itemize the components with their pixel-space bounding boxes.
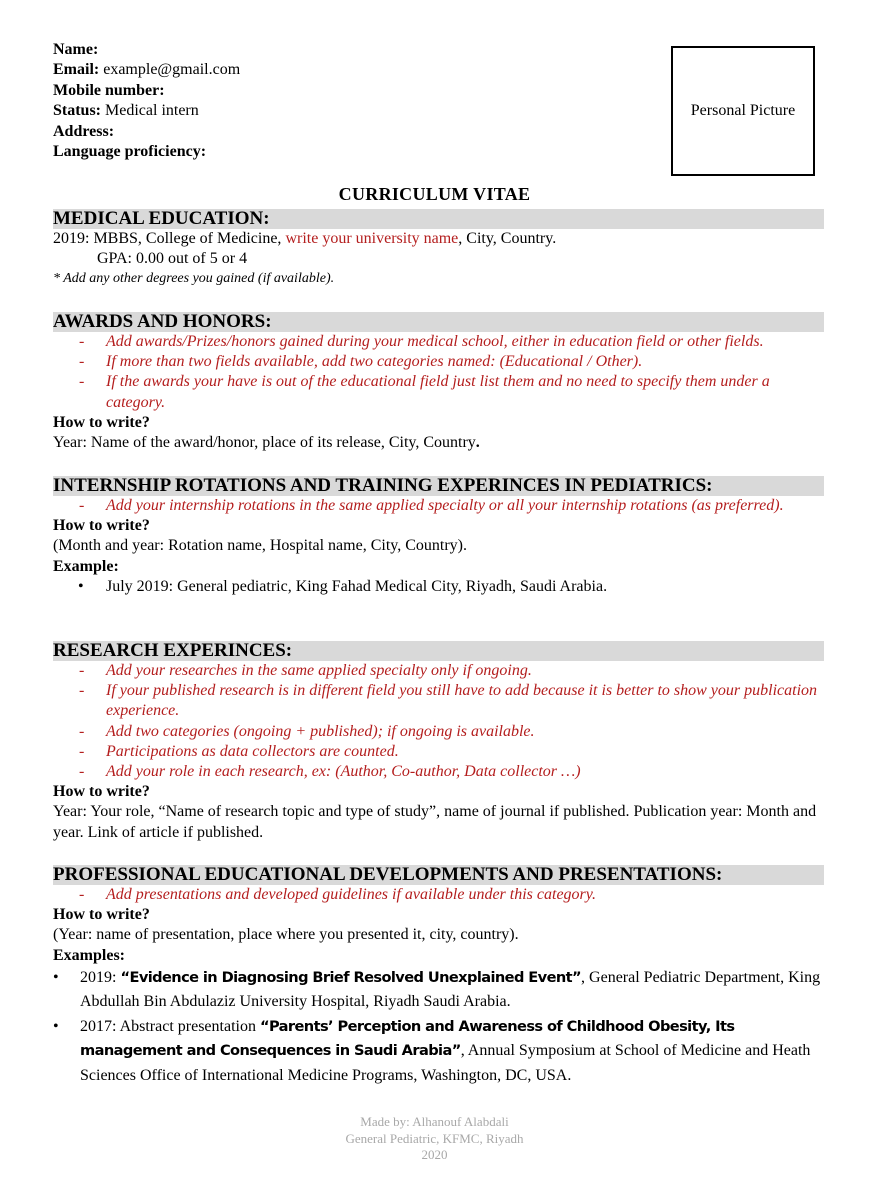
how-to-write-label: How to write? <box>53 906 150 924</box>
tip-item: - Add awards/Prizes/honors gained during your medical school, either in education field or other fields. <box>79 333 764 350</box>
footer <box>0 1114 869 1164</box>
language-label: Language proficiency: <box>53 143 207 161</box>
tip-item: - If the awards your have is out of the educational field just list them and no need to specify them under a category. <box>79 373 770 411</box>
tips-list <box>53 496 824 516</box>
education-entry <box>53 229 824 249</box>
example-item: • 2019: “Evidence in Diagnosing Brief Resolved Unexplained Event”, General Pediatric Department, King Abdullah Bin Abdulaziz University Hospital, Riyadh Saudi Arabia. <box>53 968 821 1011</box>
section-title: PROFESSIONAL EDUCATIONAL DEVELOPMENTS AND PRESENTATIONS: <box>53 865 824 885</box>
tip-text: Add your internship rotations in the same applied specialty or all your internship rotations (as preferred). <box>106 497 784 514</box>
section-medical-education <box>53 209 824 290</box>
status-value: Medical intern <box>101 102 199 120</box>
how-to-write-text: Year: Your role, “Name of research topic and type of study”, name of journal if published. Publication year: Month and year. Link of article if published. <box>53 803 817 841</box>
example-year: 2017: Abstract presentation <box>80 1017 260 1035</box>
tip-text: Add two categories (ongoing + published); if ongoing is available. <box>106 722 535 740</box>
gpa: GPA: 0.00 out of 5 or 4 <box>97 250 248 268</box>
mobile-label: Mobile number: <box>53 81 165 99</box>
example-item: • July 2019: General pediatric, King Fahad Medical City, Riyadh, Saudi Arabia. <box>78 577 608 595</box>
how-to-write-label: How to write? <box>53 413 150 431</box>
personal-picture-label: Personal Picture <box>690 102 796 119</box>
examples-label: Examples: <box>53 946 125 964</box>
tip-item: - Add your role in each research, ex: (Author, Co-author, Data collector …) <box>79 763 581 781</box>
education-location: , City, Country. <box>458 230 557 247</box>
examples-list <box>53 966 824 1089</box>
example-venue: , Annual Symposium at School of Medicine and Heath Sciences Office of International Medicine Programs, Washington, DC, USA. <box>80 1042 811 1084</box>
tip-item: - If your published research is in different field you still have to add because it is better to show your publication experience. <box>79 682 818 720</box>
personal-picture-box <box>671 46 815 176</box>
example-label: Example: <box>53 557 119 575</box>
tips-list <box>53 661 824 782</box>
footer-author: Made by: Alhanouf Alabdali <box>360 1114 509 1129</box>
how-text: Year: Name of the award/honor, place of its release, City, Country <box>53 434 476 452</box>
section-title: MEDICAL EDUCATION: <box>53 209 824 229</box>
tip-text: If the awards your have is out of the educational field just list them and no need to specify them under a category. <box>106 373 770 411</box>
how-end: . <box>475 434 480 452</box>
examples-list <box>53 577 824 597</box>
section-title: RESEARCH EXPERINCES: <box>53 641 824 661</box>
email-label: Email: <box>53 61 100 79</box>
how-to-write-label: How to write? <box>53 783 150 801</box>
example-venue: , General Pediatric Department, King Abdullah Bin Abdulaziz University Hospital, Riyadh Saudi Arabia. <box>80 968 821 1011</box>
example-text: July 2019: General pediatric, King Fahad Medical City, Riyadh, Saudi Arabia. <box>106 577 608 595</box>
tip-item: - Add your internship rotations in the same applied specialty or all your internship rotations (as preferred). <box>79 497 784 514</box>
university-placeholder: write your university name <box>285 230 459 247</box>
section-professional <box>53 865 824 1088</box>
tip-text: Add presentations and developed guidelines if available under this category. <box>106 886 596 903</box>
section-title: AWARDS AND HONORS: <box>53 312 824 332</box>
tip-text: Participations as data collectors are counted. <box>106 742 399 760</box>
how-to-write-label: How to write? <box>53 517 150 535</box>
tip-item: - Add two categories (ongoing + published); if ongoing is available. <box>79 722 535 740</box>
email-value: example@gmail.com <box>99 61 241 79</box>
section-title: INTERNSHIP ROTATIONS AND TRAINING EXPERINCES IN PEDIATRICS: <box>53 476 824 496</box>
section-awards <box>53 312 824 453</box>
tip-text: If your published research is in different field you still have to add because it is better to show your publication experience. <box>106 682 818 720</box>
document-title: CURRICULUM VITAE <box>338 184 531 204</box>
name-row <box>53 40 240 60</box>
footer-year: 2020 <box>421 1147 448 1162</box>
presentation-title: “Parents’ Perception and Awareness of Childhood Obesity, Its management and Consequences in Saudi Arabia” <box>80 1017 735 1060</box>
education-text: 2019: MBBS, College of Medicine, <box>53 230 286 247</box>
footer-affiliation: General Pediatric, KFMC, Riyadh <box>345 1130 524 1146</box>
language-row <box>53 142 240 162</box>
mobile-row <box>53 81 240 101</box>
tips-list <box>53 332 824 413</box>
address-row <box>53 122 240 142</box>
name-label: Name: <box>53 41 99 58</box>
status-label: Status: <box>53 102 102 120</box>
section-internship <box>53 476 824 597</box>
tip-text: If more than two fields available, add two categories named: (Educational / Other). <box>106 353 643 371</box>
example-item: • 2017: Abstract presentation “Parents’ Perception and Awareness of Childhood Obesity, Its management and Consequences in Saudi Arabia”, Annual Symposium at School of Medicine and Heath Sciences Office of International Medicine Programs, Washington, DC, USA. <box>53 1017 811 1084</box>
presentation-title: “Evidence in Diagnosing Brief Resolved Unexplained Event” <box>120 968 582 986</box>
tip-text: Add your role in each research, ex: (Author, Co-author, Data collector …) <box>106 763 581 781</box>
section-research <box>53 641 824 843</box>
tip-text: Add awards/Prizes/honors gained during your medical school, either in education field or other fields. <box>106 333 764 350</box>
tips-list <box>53 885 824 905</box>
tip-item: - Participations as data collectors are counted. <box>79 742 399 760</box>
how-to-write-text: (Month and year: Rotation name, Hospital name, City, Country). <box>53 537 467 555</box>
status-row <box>53 101 240 121</box>
email-row <box>53 60 240 80</box>
address-label: Address: <box>53 122 115 140</box>
tip-item: - Add presentations and developed guidelines if available under this category. <box>79 886 596 903</box>
tip-text: Add your researches in the same applied specialty only if ongoing. <box>106 662 532 679</box>
tip-item: - Add your researches in the same applied specialty only if ongoing. <box>79 662 532 679</box>
tip-item: - If more than two fields available, add two categories named: (Educational / Other). <box>79 353 643 371</box>
how-to-write-text: (Year: name of presentation, place where you presented it, city, country). <box>53 926 519 944</box>
how-to-write-text <box>53 433 824 453</box>
degrees-note: * Add any other degrees you gained (if available). <box>53 271 335 287</box>
contact-block <box>53 40 240 162</box>
example-year: 2019: <box>80 968 121 986</box>
